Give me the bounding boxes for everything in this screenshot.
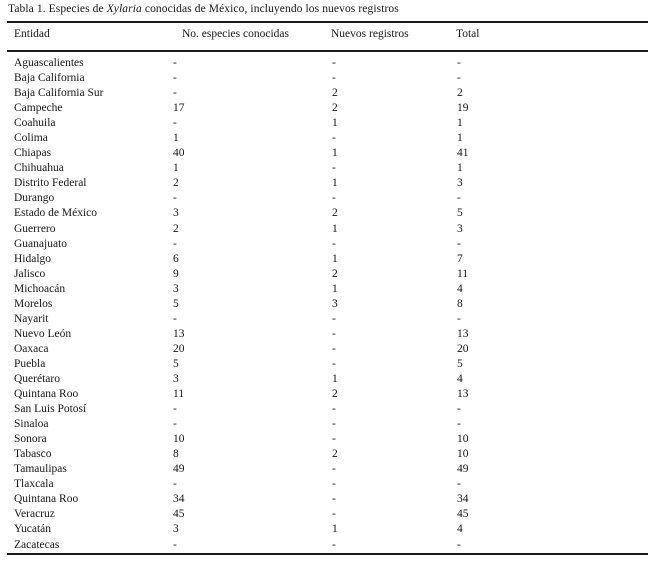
table-row	[14, 71, 644, 86]
entidad-cell: Colima	[14, 132, 48, 145]
entidad-cell: Veracruz	[14, 508, 55, 521]
known-species-cell: 3	[173, 372, 179, 385]
total-cell: 4	[457, 372, 463, 385]
table-row	[14, 176, 644, 191]
known-species-cell: 11	[173, 388, 185, 401]
table-row	[14, 161, 644, 176]
total-cell: 13	[457, 327, 469, 340]
known-species-cell: 5	[173, 297, 179, 310]
total-cell: 49	[457, 463, 469, 476]
entidad-cell: Tabasco	[14, 448, 52, 461]
new-records-cell: 2	[332, 388, 338, 401]
entidad-cell: Nayarit	[14, 312, 49, 325]
column-header-known-species: No. especies conocidas	[182, 28, 289, 40]
entidad-cell: Tlaxcala	[14, 478, 54, 491]
entidad-cell: Distrito Federal	[14, 177, 87, 190]
new-records-cell: 2	[332, 102, 338, 115]
entidad-cell: Jalisco	[14, 267, 46, 280]
known-species-cell: 1	[173, 132, 179, 145]
entidad-cell: Guerrero	[14, 222, 56, 235]
known-species-cell: -	[173, 478, 177, 491]
table-row	[14, 342, 644, 357]
table-row	[14, 312, 644, 327]
total-cell: -	[457, 57, 461, 69]
entidad-cell: Oaxaca	[14, 342, 49, 355]
entidad-cell: Campeche	[14, 102, 63, 115]
table-row	[14, 372, 644, 387]
table-row	[14, 252, 644, 267]
entidad-cell: Hidalgo	[14, 252, 52, 265]
new-records-cell: -	[332, 508, 336, 521]
entidad-cell: Tamaulipas	[14, 463, 67, 476]
total-cell: 3	[457, 222, 463, 235]
table-bottom-rule	[7, 553, 648, 555]
total-cell: -	[457, 237, 461, 250]
known-species-cell: -	[173, 57, 177, 69]
entidad-cell: Michoacán	[14, 282, 66, 295]
total-cell: 1	[457, 132, 463, 145]
entidad-cell: Quintana Roo	[14, 388, 79, 401]
new-records-cell: 2	[332, 267, 338, 280]
table-header-row	[14, 28, 644, 40]
total-cell: -	[457, 538, 461, 551]
table-row	[14, 357, 644, 372]
known-species-cell: 8	[173, 448, 179, 461]
new-records-cell: -	[332, 418, 336, 431]
total-cell: 7	[457, 252, 463, 265]
total-cell: 10	[457, 433, 469, 446]
entidad-cell: Puebla	[14, 357, 46, 370]
new-records-cell: 1	[332, 282, 338, 295]
known-species-cell: -	[173, 403, 177, 416]
table-row	[14, 86, 644, 101]
total-cell: 5	[457, 207, 463, 220]
known-species-cell: -	[173, 538, 177, 551]
new-records-cell: -	[332, 342, 336, 355]
new-records-cell: -	[332, 327, 336, 340]
table-row	[14, 56, 644, 71]
table-row	[14, 146, 644, 161]
table-row	[14, 131, 644, 146]
new-records-cell: -	[332, 192, 336, 205]
new-records-cell: 1	[332, 222, 338, 235]
entidad-cell: Coahuila	[14, 117, 56, 130]
table-row	[14, 387, 644, 402]
entidad-cell: Chihuahua	[14, 162, 64, 175]
known-species-cell: 40	[173, 147, 185, 160]
entidad-cell: Morelos	[14, 297, 53, 310]
known-species-cell: 3	[173, 282, 179, 295]
known-species-cell: 6	[173, 252, 179, 265]
entidad-cell: San Luis Potosí	[14, 403, 87, 416]
entidad-cell: Sonora	[14, 433, 47, 446]
known-species-cell: 3	[173, 207, 179, 220]
table-row	[14, 402, 644, 417]
new-records-cell: 1	[332, 117, 338, 130]
known-species-cell: 45	[173, 508, 185, 521]
known-species-cell: 20	[173, 342, 185, 355]
new-records-cell: -	[332, 403, 336, 416]
table-top-rule	[7, 21, 648, 23]
table-row	[14, 417, 644, 432]
column-header-new-records: Nuevos registros	[331, 28, 409, 40]
new-records-cell: -	[332, 538, 336, 551]
total-cell: -	[457, 418, 461, 431]
entidad-cell: Chiapas	[14, 147, 52, 160]
column-header-total: Total	[456, 28, 480, 40]
known-species-cell: -	[173, 192, 177, 205]
known-species-cell: -	[173, 237, 177, 250]
known-species-cell: -	[173, 418, 177, 431]
total-cell: 19	[457, 102, 469, 115]
table-row	[14, 282, 644, 297]
new-records-cell: -	[332, 463, 336, 476]
table-row	[14, 492, 644, 507]
total-cell: 41	[457, 147, 469, 160]
entidad-cell: Querétaro	[14, 372, 60, 385]
table-row	[14, 447, 644, 462]
new-records-cell: -	[332, 72, 336, 85]
known-species-cell: -	[173, 87, 177, 100]
table-row	[14, 522, 644, 537]
known-species-cell: 3	[173, 523, 179, 536]
total-cell: -	[457, 192, 461, 205]
table-row	[14, 297, 644, 312]
total-cell: 11	[457, 267, 469, 280]
known-species-cell: 1	[173, 162, 179, 175]
total-cell: 34	[457, 493, 469, 506]
known-species-cell: 10	[173, 433, 185, 446]
new-records-cell: -	[332, 57, 336, 69]
new-records-cell: -	[332, 237, 336, 250]
total-cell: 4	[457, 282, 463, 295]
table-row	[14, 237, 644, 252]
total-cell: -	[457, 72, 461, 85]
table-row	[14, 507, 644, 522]
new-records-cell: -	[332, 132, 336, 145]
table-header-rule	[7, 50, 648, 52]
entidad-cell: Nuevo León	[14, 327, 72, 340]
entidad-cell: Aguascalientes	[14, 57, 84, 69]
known-species-cell: -	[173, 72, 177, 85]
column-header-entidad: Entidad	[14, 28, 50, 40]
table-row	[14, 538, 644, 553]
table-row	[14, 477, 644, 492]
known-species-cell: 34	[173, 493, 185, 506]
known-species-cell: 17	[173, 102, 185, 115]
known-species-cell: 9	[173, 267, 179, 280]
new-records-cell: -	[332, 493, 336, 506]
new-records-cell: 1	[332, 252, 338, 265]
entidad-cell: Baja California Sur	[14, 87, 104, 100]
total-cell: 8	[457, 297, 463, 310]
known-species-cell: 2	[173, 222, 179, 235]
entidad-cell: Yucatán	[14, 523, 52, 536]
new-records-cell: 2	[332, 87, 338, 100]
known-species-cell: 5	[173, 357, 179, 370]
total-cell: 1	[457, 117, 463, 130]
new-records-cell: 2	[332, 207, 338, 220]
total-cell: 10	[457, 448, 469, 461]
entidad-cell: Baja California	[14, 72, 85, 85]
total-cell: 45	[457, 508, 469, 521]
table-title-genus-italic: Xylaria	[106, 3, 142, 15]
total-cell: -	[457, 403, 461, 416]
table-body	[14, 56, 644, 553]
total-cell: -	[457, 312, 461, 325]
new-records-cell: -	[332, 478, 336, 491]
total-cell: -	[457, 478, 461, 491]
entidad-cell: Durango	[14, 192, 55, 205]
known-species-cell: 2	[173, 177, 179, 190]
new-records-cell: 1	[332, 147, 338, 160]
new-records-cell: 2	[332, 448, 338, 461]
table-title-prefix: Tabla 1. Especies de	[8, 3, 107, 15]
new-records-cell: 1	[332, 372, 338, 385]
new-records-cell: 1	[332, 523, 338, 536]
table-row	[14, 432, 644, 447]
entidad-cell: Sinaloa	[14, 418, 49, 431]
entidad-cell: Zacatecas	[14, 538, 60, 551]
entidad-cell: Guanajuato	[14, 237, 68, 250]
known-species-cell: 13	[173, 327, 185, 340]
table-row	[14, 191, 644, 206]
known-species-cell: 49	[173, 463, 185, 476]
table-title-suffix: conocidas de México, incluyendo los nuevos registros	[141, 3, 399, 15]
entidad-cell: Estado de México	[14, 207, 98, 220]
new-records-cell: -	[332, 162, 336, 175]
table-row	[14, 327, 644, 342]
total-cell: 1	[457, 162, 463, 175]
entidad-cell: Quintana Roo	[14, 493, 79, 506]
known-species-cell: -	[173, 117, 177, 130]
table-row	[14, 206, 644, 221]
table-title	[8, 3, 399, 15]
table-row	[14, 267, 644, 282]
table-row	[14, 222, 644, 237]
table-row	[14, 116, 644, 131]
total-cell: 20	[457, 342, 469, 355]
known-species-cell: -	[173, 312, 177, 325]
total-cell: 4	[457, 523, 463, 536]
new-records-cell: -	[332, 312, 336, 325]
table-row	[14, 462, 644, 477]
new-records-cell: -	[332, 357, 336, 370]
new-records-cell: 1	[332, 177, 338, 190]
new-records-cell: 3	[332, 297, 338, 310]
total-cell: 3	[457, 177, 463, 190]
total-cell: 5	[457, 357, 463, 370]
table-row	[14, 101, 644, 116]
new-records-cell: -	[332, 433, 336, 446]
total-cell: 2	[457, 87, 463, 100]
total-cell: 13	[457, 388, 469, 401]
